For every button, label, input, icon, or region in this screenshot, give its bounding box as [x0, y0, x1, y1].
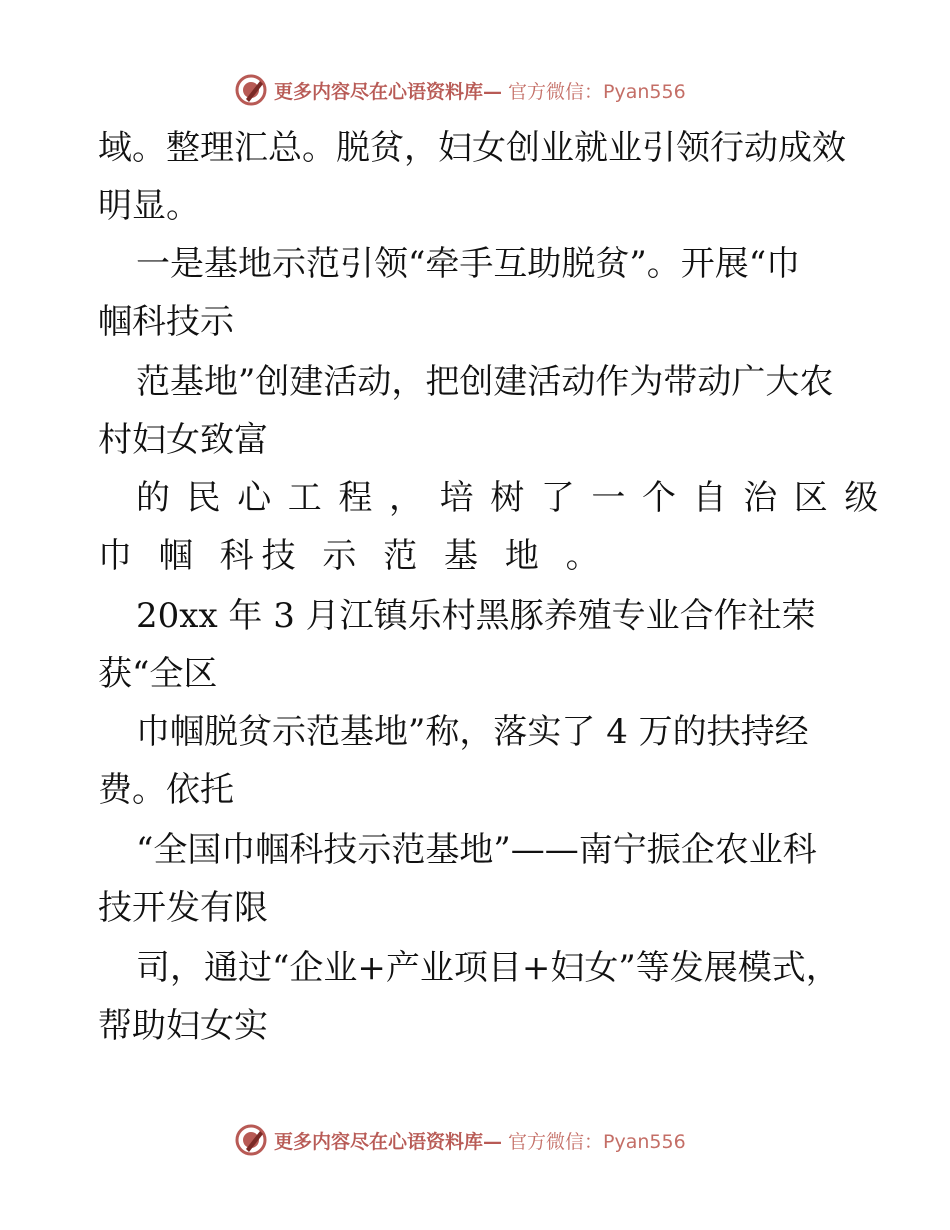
text-line: 获“全区 [98, 654, 218, 694]
text-line: 明显。 [98, 186, 200, 226]
circle-pen-logo-icon [234, 73, 268, 107]
watermark-text: 更多内容尽在心语资料库— [274, 80, 503, 103]
text-line: 域。整理汇总。脱贫，妇女创业就业引领行动成效 [98, 128, 846, 168]
watermark-text: 更多内容尽在心语资料库— [274, 1130, 503, 1153]
text-line: “全国巾帼科技示范基地”——南宁振企农业科 [136, 830, 817, 870]
text-line: 巾帼脱贫示范基地”称，落实了 4 万的扶持经 [136, 712, 809, 752]
text-line: 司，通过“企业+产业项目+妇女”等发展模式， [136, 948, 840, 988]
text-line: 帼科技示 [98, 302, 234, 342]
text-line: 的民心工程，培树了一个自治区级 [136, 478, 895, 518]
text-line: 范基地”创建活动，把创建活动作为带动广大农 [136, 362, 834, 402]
watermark-contact: 官方微信：Pyan556 [508, 1130, 686, 1153]
circle-pen-logo-icon [234, 1123, 268, 1157]
text-line: 一是基地示范引领“牵手互助脱贫”。开展“巾 [136, 244, 801, 284]
text-line: 20xx 年 3 月江镇乐村黑豚养殖专业合作社荣 [136, 596, 816, 636]
text-line: 村妇女致富 [98, 420, 268, 460]
watermark-contact: 官方微信：Pyan556 [508, 80, 686, 103]
text-line: 巾 帼 科技 示 范 基 地 。 [98, 536, 608, 576]
text-line: 费。依托 [98, 770, 234, 810]
text-line: 技开发有限 [98, 888, 268, 928]
footer-watermark [234, 1122, 686, 1158]
header-watermark [234, 72, 686, 108]
text-line: 帮助妇女实 [98, 1006, 268, 1046]
